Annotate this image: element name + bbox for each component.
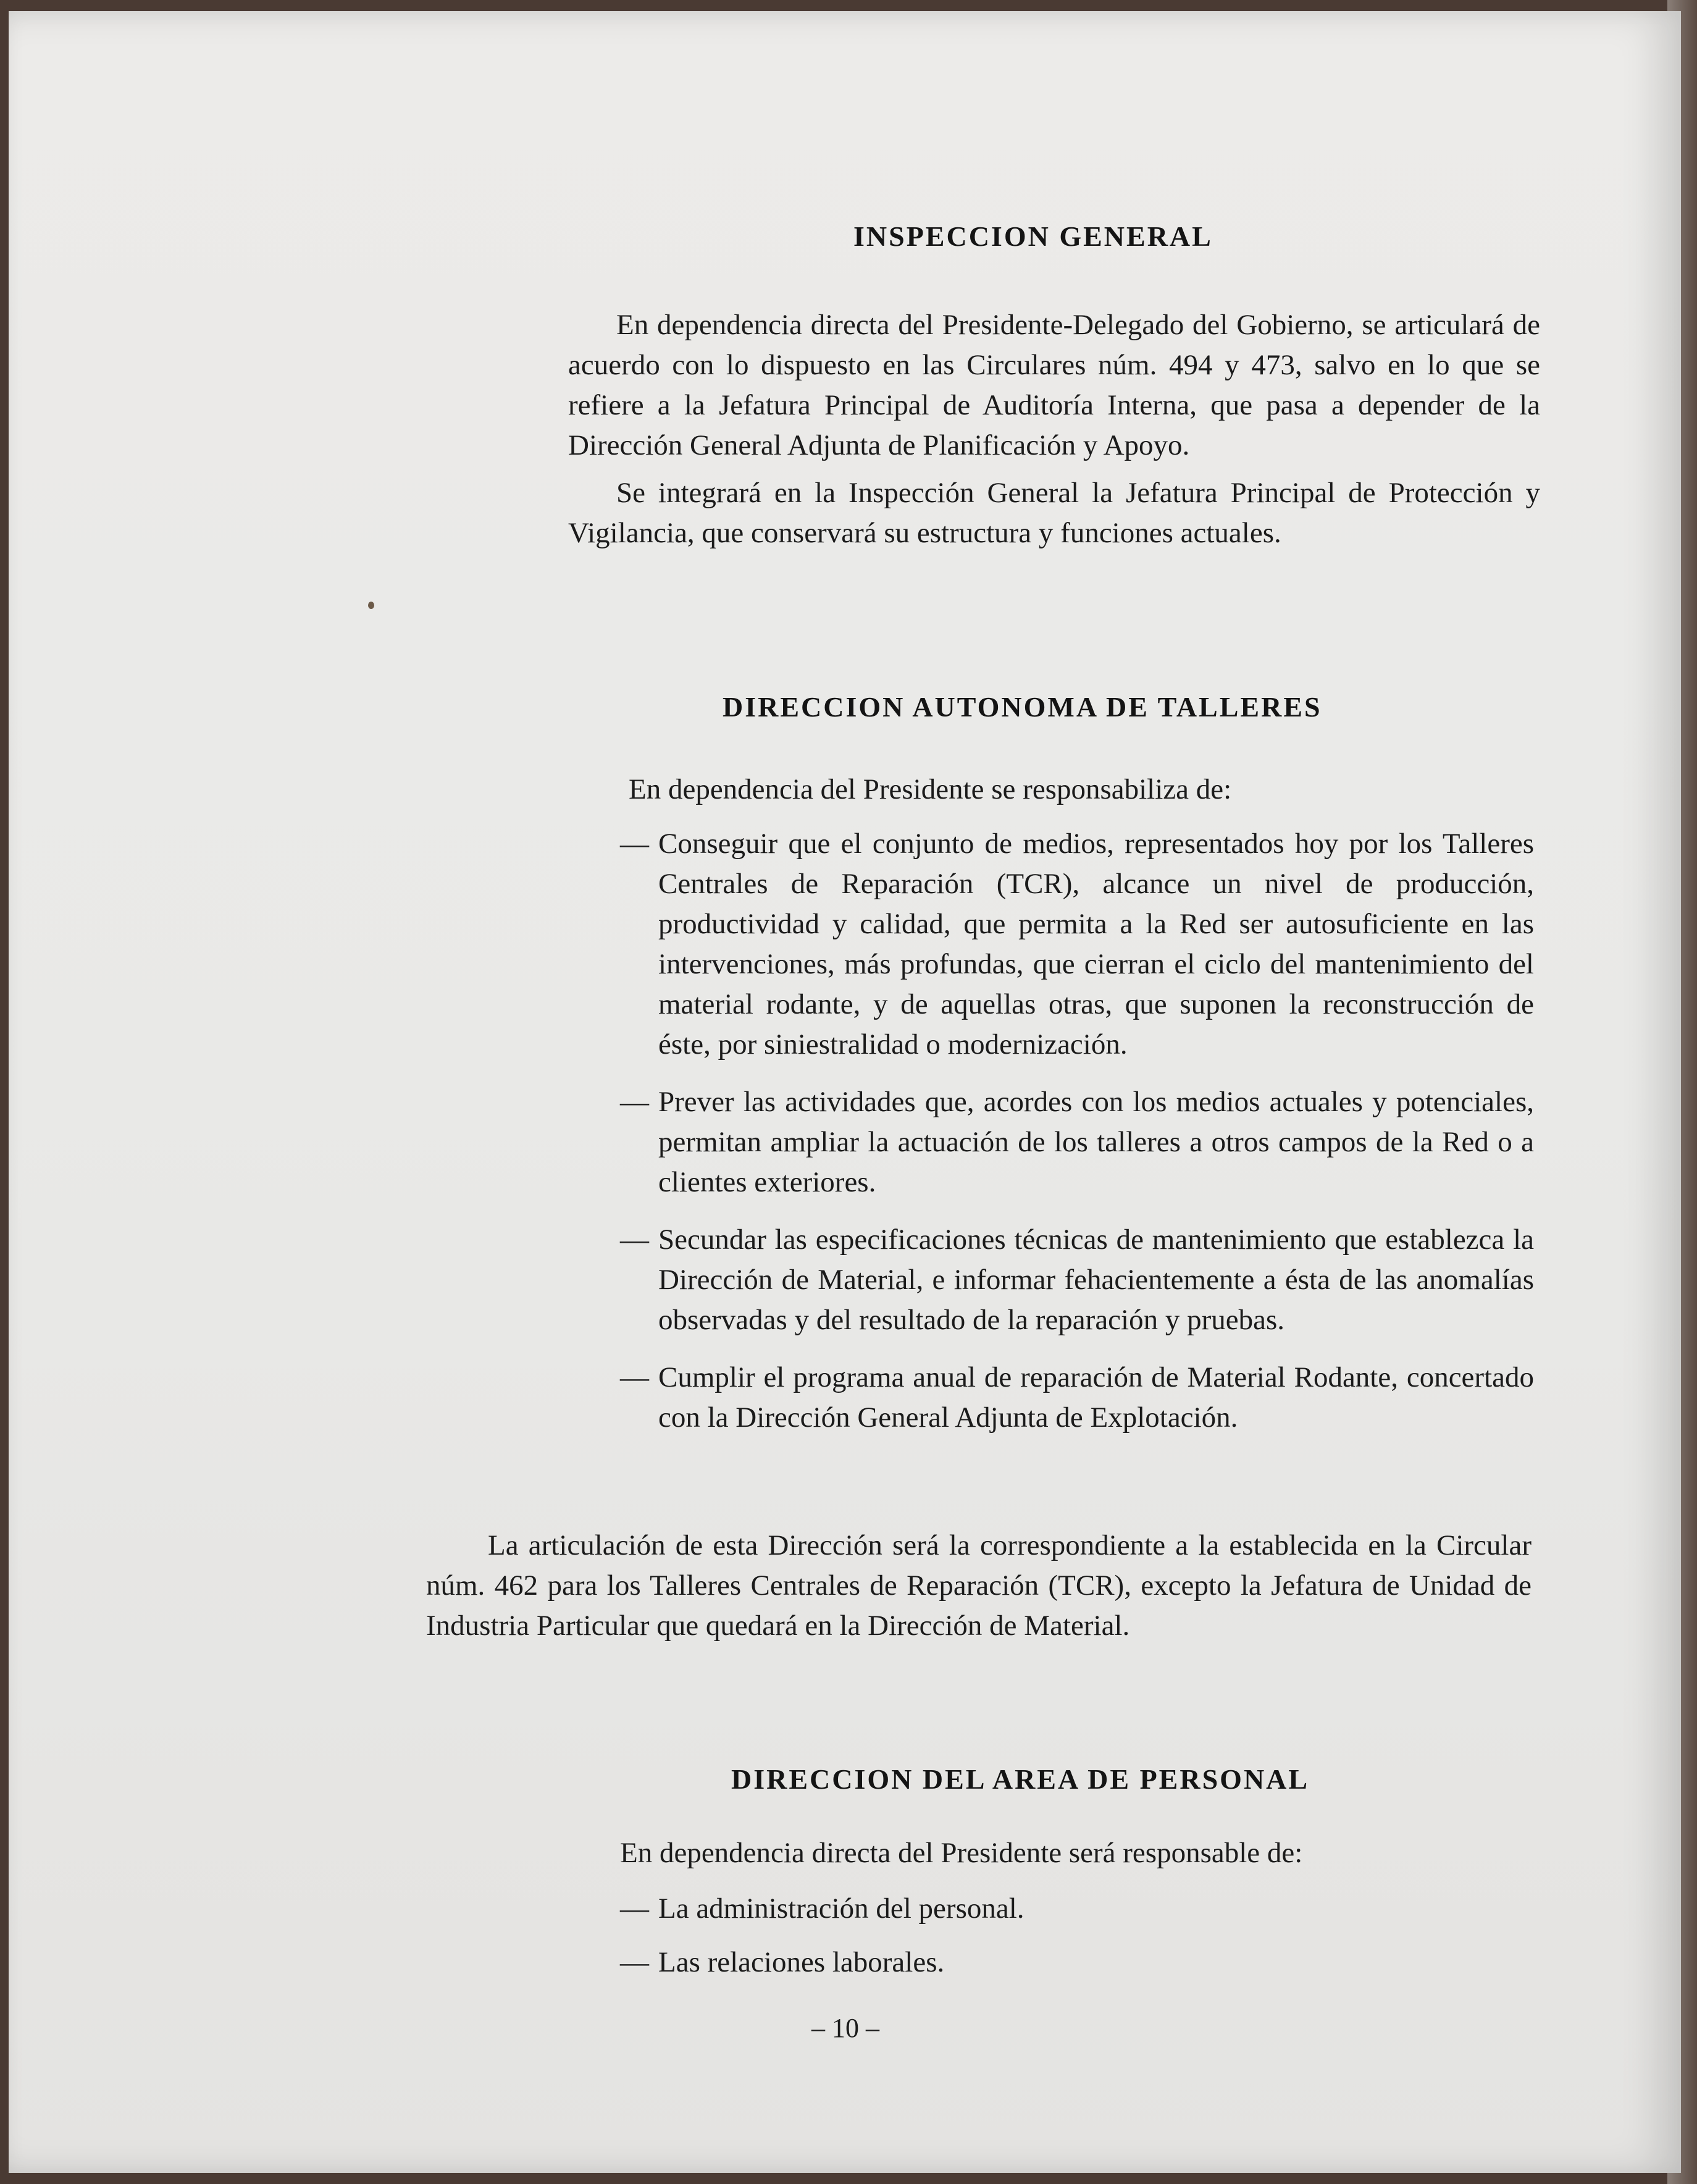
- list-item: [620, 1082, 1534, 1203]
- list-item-text: Cumplir el programa anual de reparación de Material Rodante, concertado con la Dirección General Adjunta de Explotación.: [658, 1361, 1534, 1434]
- dash-marker: —: [620, 1224, 649, 1256]
- dash-marker: —: [620, 1086, 649, 1118]
- paragraph: Se integrará en la Inspección General la Jefatura Principal de Protección y Vigilancia, que conservará su estructura y funciones actuales.: [568, 477, 1540, 549]
- dash-marker: —: [620, 1946, 649, 1978]
- talleres-closing-paragraph: [426, 1526, 1531, 1646]
- section-heading-inspeccion-general: INSPECCION GENERAL: [853, 220, 1213, 252]
- personal-responsibility-list: [620, 1889, 1534, 2000]
- list-item-text: Conseguir que el conjunto de medios, representados hoy por los Talleres Centrales de Reparación (TCR), alcance un nivel de producción, productividad y calidad, que permita a la Red ser autosuficiente en las intervenciones, más profundas, que cierran el ciclo del mantenimiento del material rodante, y de aquellas otras, que suponen la reconstrucción de éste, por siniestralidad o modernización.: [658, 828, 1534, 1060]
- list-item: [620, 1942, 1534, 1983]
- dash-marker: —: [620, 1892, 649, 1925]
- talleres-responsibility-list: [620, 824, 1534, 1455]
- list-item: [620, 1889, 1534, 1929]
- list-item-text: Las relaciones laborales.: [658, 1946, 945, 1978]
- paragraph: En dependencia directa del Presidente-Delegado del Gobierno, se articulará de acuerdo con lo dispuesto en las Circulares núm. 494 y 473, salvo en lo que se refiere a la Jefatura Principal de Auditoría Interna, que pasa a depender de la Dirección General Adjunta de Planificación y Apoyo.: [568, 309, 1540, 461]
- section-intro-personal: En dependencia directa del Presidente será responsable de:: [620, 1837, 1303, 1869]
- list-item: [620, 824, 1534, 1065]
- document-page: [9, 11, 1681, 2173]
- list-item: [620, 1358, 1534, 1438]
- page-number: – 10 –: [811, 2013, 879, 2043]
- list-item-text: Secundar las especificaciones técnicas de mantenimiento que establezca la Dirección de Material, e informar fehacientemente a ésta de las anomalías observadas y del resultado de la reparación y pruebas.: [658, 1224, 1534, 1336]
- list-item-text: Prever las actividades que, acordes con los medios actuales y potenciales, permitan ampliar la actuación de los talleres a otros campos de la Red o a clientes exteriores.: [658, 1086, 1534, 1198]
- paragraph: La articulación de esta Dirección será la correspondiente a la establecida en la Circular núm. 462 para los Talleres Centrales de Reparación (TCR), excepto la Jefatura de Unidad de Industria Particular que quedará en la Dirección de Material.: [426, 1529, 1531, 1642]
- section-heading-direccion-area-personal: DIRECCION DEL AREA DE PERSONAL: [731, 1763, 1310, 1795]
- section-intro-talleres: En dependencia del Presidente se responsabiliza de:: [629, 773, 1232, 805]
- section-body-inspeccion-general: [568, 305, 1540, 553]
- dash-marker: —: [620, 828, 649, 860]
- paper-speck: [368, 602, 374, 609]
- list-item: [620, 1220, 1534, 1340]
- dash-marker: —: [620, 1361, 649, 1393]
- section-heading-direccion-autonoma-talleres: DIRECCION AUTONOMA DE TALLERES: [723, 691, 1322, 723]
- list-item-text: La administración del personal.: [658, 1892, 1024, 1925]
